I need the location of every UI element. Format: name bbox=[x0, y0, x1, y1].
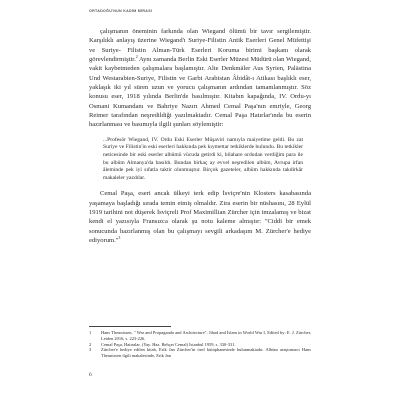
paragraph-2 bbox=[89, 189, 311, 245]
footnote bbox=[89, 330, 311, 342]
footnote-ref-2: 2 bbox=[135, 53, 138, 59]
quote-text: ...Profesör Wiegand, IV. Ordu Eski Eserler Müşaviri namıyla maiyetime geldi. Bu zat Suriye ve Filistin'in eski eserleri hakkında pek kıymettar tetkiklerde bulundu. Bu tetkikler neticesinde bir eski eserler albümü vücuda getirdi ki, bilahare ordudan verdiğim para ile bu albüm Almanya'da basıldı. Bundan birkaç ay evvel neşredilen albüm, Avrupa irfan âleminde pek iyi sıfatla taktir olunmuştur. Birçok gazeteler, albüm hakkında takdirkâr makaleler yazdılar. bbox=[103, 136, 303, 181]
footnote-text: Hans Theunissen, " War and Propaganda and Architecture", Jihad and İslam in World War I, Edited by: E. J. Zürcher, Leiden 2016, s. 223-226. bbox=[101, 330, 311, 341]
footnote-number: 1 bbox=[89, 330, 92, 335]
footnote-text: Cemal Paşa, Hatıralar, (Yay. Haz. Behçet Cemal) İstanbul 1959, s. 330-331. bbox=[101, 341, 236, 347]
paragraph-1 bbox=[89, 27, 311, 130]
footnote-text: Zürcher'e hediye edilen kitab, Erik Jan Zürcher'in özel kütüphanesinde bulunmaktadır. Albüm araştırmacı Hans Theunissen ilgili makalesinde, Erik Jan bbox=[101, 347, 311, 359]
paragraph-1-text-a: çalışmanın öneminin farkında olan Wiegand ölümü bir tavır sergilemiştir. Karşılıklı anlayış üzerine Wiegand'ı Suriye-Filistin Antik Eserleri Genel Müfettişi ve Suriye- Filistin Alman-Türk Eserleri Koruma birimi başkanı olarak görevlendirmiştir. bbox=[89, 28, 311, 64]
body-text bbox=[89, 27, 311, 245]
footnote-number: 3 bbox=[89, 347, 92, 353]
footnote bbox=[89, 347, 311, 359]
block-quote bbox=[103, 137, 303, 183]
paragraph-1-text-b: Aynı zamanda Berlin Eski Eserler Müzesi Müdürü olan Wiegand, vakit kaybetmeden çalışmalara başlamıştır. Alte Denkmäler Aus Syrien, Palästina Und Westarabien-Suriye, Filistin ve Garbi Arabistan Âbidât-ı Atikası başlıklı eser, yaklaşık iki yıl süren uzun ve yorucu çalışmanın ardından tamamlanmıştır. Söz konusu eser, 1918 yılında Berlin'de basılmıştır. Kitabın kapağında, IV. Ordu-yı Osmani Kumandanı ve Bahriye Nazırı Ahmed Cemal Paşa'nın emriyle, Georg Reimer tarafından neşredildiği yazılmaktadır. Cemal Paşa Hatırlar'ında bu eserin hazırlanması ve basımıyla ilgili şunları söylemiştir: bbox=[89, 56, 311, 129]
footnote-ref-3: 3 bbox=[118, 234, 121, 240]
footnotes bbox=[89, 330, 311, 359]
page-number: 6 bbox=[89, 372, 92, 378]
footnote-divider bbox=[89, 326, 171, 327]
footnote-number: 2 bbox=[89, 341, 92, 347]
paragraph-2-text: Cemal Paşa, eseri ancak ülkeyi terk edip İsviçre'nin Klosters kasabasında yaşamaya başladığı sırada temin etmiş olmaldır. Zira eserin bir nüshasını, 28 Eylül 1919 tarihini not düşerek İsviçreli Prof Maximillian Zürcher için imzalamış ve bizat kendi el yazısıyla Fransızca olarak şu notu kaleme almıştır: "Ciddi bir emek sonucunda hazırlanmış olan bu çalışmayı sevgili arkadaşım M. Zürcher'e hediye ediyorum." bbox=[89, 190, 311, 245]
running-head: ORTADOĞU'NUN KADİM MİRASI bbox=[89, 9, 153, 13]
